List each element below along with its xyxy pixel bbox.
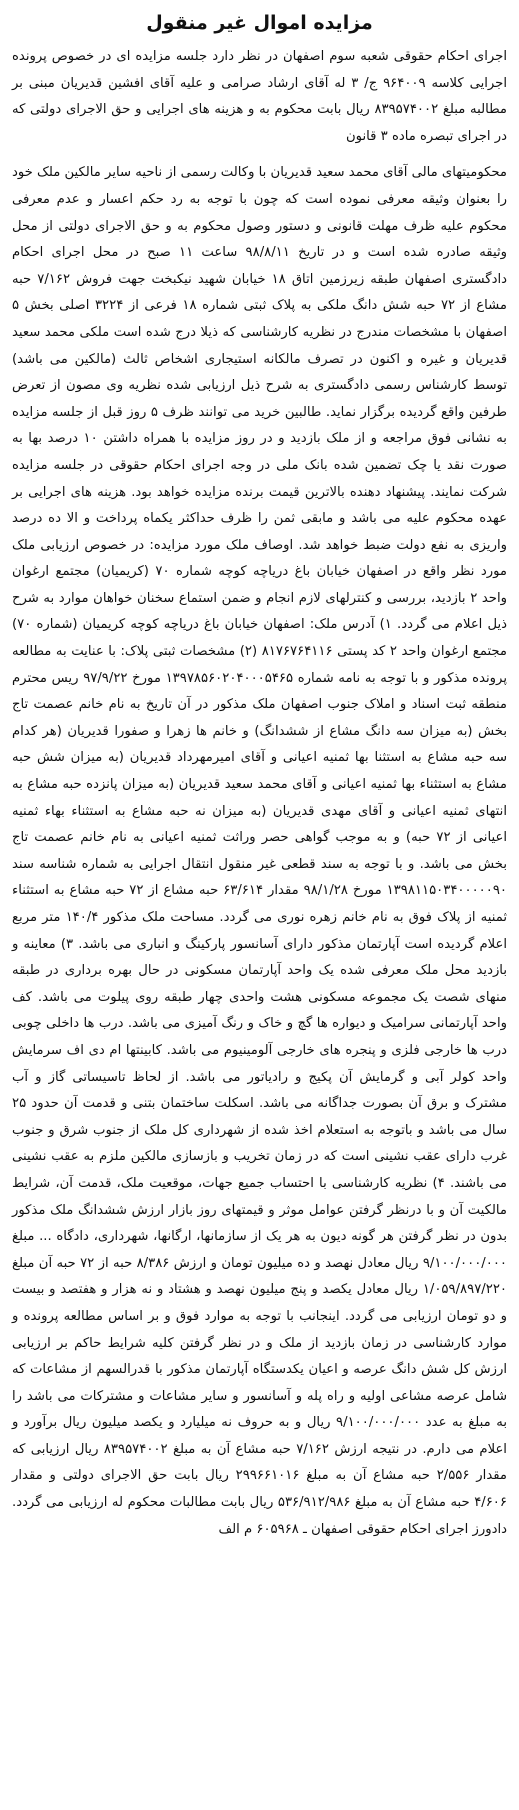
- notice-body-paragraph: محکومیتهای مالی آقای محمد سعید قدیریان با وکالت رسمی از ناحیه سایر مالکین ملک خود را بعنوان وثیقه معرفی نموده است که چون با توجه به رد حکم اعسار و عدم معرفی محکوم علیه ظرف مهلت قانونی و دستور وصول محکوم به و حق الاجرای دولتی از محل وثیقه صادره شده است و در تاریخ ۹۸/۸/۱۱ ساعت ۱۱ صبح در محل اجرای احکام دادگستری اصفهان طبقه زیرزمین اتاق ۱۸ خیابان شهید نیکبخت جهت فروش ۷/۱۶۲ حبه مشاع از ۷۲ حبه شش دانگ ملکی به پلاک ثبتی شماره ۱۸ فرعی از ۳۲۲۴ اصلی بخش ۵ اصفهان با مشخصات مندرج در نظریه کارشناسی که ذیلا درج شده است ملکی محمد سعید قدیریان و غیره و اکنون در تصرف مالکانه استیجاری اشخاص ثالث (مالکین می باشد) توسط کارشناس رسمی دادگستری به شرح ذیل ارزیابی شده نظریه وی مصون از تعرض طرفین واقع گردیده برگزار نماید. طالبین خرید می توانند ظرف ۵ روز قبل از جلسه مزایده به نشانی فوق مراجعه و از ملک بازدید و در روز مزایده با همراه داشتن ۱۰ درصد بها به صورت نقد یا چک تضمین شده بانک ملی در وجه اجرای احکام حقوقی در جلسه مزایده شرکت نمایند. پیشنهاد دهنده بالاترین قیمت برنده مزایده خواهد بود. هزینه های اجرایی بر عهده محکوم علیه می باشد و مابقی ثمن را ظرف حداکثر یکماه پرداخت و الا ده درصد واریزی به نفع دولت ضبط خواهد شد. اوصاف ملک مورد مزایده: در خصوص ارزیابی ملک مورد نظر واقع در اصفهان خیابان باغ دریاچه کوچه شماره ۷۰ (کریمیان) مجتمع ارغوان واحد ۲ بازدید، بررسی و کنترلهای لازم انجام و ضمن استماع سخنان خواهان موارد به شرح ذیل اعلام می گردد. ۱) آدرس ملک: اصفهان خیابان باغ دریاچه کوچه کریمیان (شماره ۷۰) مجتمع ارغوان واحد ۲ کد پستی ۸۱۷۶۷۶۴۱۱۶ (۲) مشخصات ثبتی پلاک: با عنایت به مطالعه پرونده مذکور و با توجه به نامه شماره ۱۳۹۷۸۵۶۰۲۰۴۰۰۰۵۴۶۵ مورخ ۹۷/۹/۲۲ ریس محترم منطقه ثبت اسناد و املاک جنوب اصفهان ملک مذکور در آن تاریخ به نام خانم عصمت تاج بخش (به میزان سه دانگ مشاع از ششدانگ) و خانم ها زهرا و صفورا قدیریان (هر کدام سه حبه مشاع به استثنا بها ثمنیه اعیانی و آقای امیرمهرداد قدیریان (به میزان شش حبه مشاع به استثناء بها ثمنیه اعیانی و آقای محمد سعید قدیریان (به میزان پانزده حبه مشاع به انتهای ثمنیه اعیانی و آقای مهدی قدیریان (به میزان نه حبه مشاع به استثناء بهاء ثمنیه اعیانی از ۷۲ حبه) و به موجب گواهی حصر وراثت ثمنیه اعیانی به نام خانم عصمت تاج بخش می باشد. و با توجه به سند قطعی غیر منقول انتقال اجرایی به شماره شناسه سند ۱۳۹۸۱۱۵۰۳۴۰۰۰۰۰۹۰ مورخ ۹۸/۱/۲۸ مقدار ۶۳/۶۱۴ حبه مشاع از ۷۲ حبه مشاع به استثناء ثمنیه از پلاک فوق به نام خانم زهره نوری می گردد. مساحت ملک مذکور ۱۴۰/۴ متر مربع اعلام گردیده است آپارتمان مذکور دارای آسانسور پارکینگ و انباری می باشد. ۳) معاینه و بازدید محل ملک معرفی شده یک واحد آپارتمان مسکونی در حال بهره برداری در طبقه منهای شصت یک مجموعه مسکونی هشت واحدی چهار طبقه روی پیلوت می باشد. کف واحد آپارتمانی سرامیک و دیواره ها گچ و خاک و رنگ آمیزی می باشد. درب ها داخلی چوبی درب ها خارجی فلزی و پنجره های خارجی آلومینیوم می باشد. کابینتها ام دی اف سرمایش واحد کولر آبی و گرمایش آن پکیج و رادیاتور می باشد. از لحاظ تاسیساتی گاز و آب مشترک و برق آن بصورت جداگانه می باشد. اسکلت ساختمان بتنی و قدمت آن حدود ۲۵ سال می باشد و باتوجه به استعلام اخذ شده از شهرداری کل ملک از جنوب شرق و جنوب غرب دارای عقب نشینی است که در زمان تخریب و بازسازی مالکین ملزم به عقب نشینی می باشند. ۴) نظریه کارشناسی با احتساب جمیع جهات، موقعیت ملک، قدمت آن، شرایط مالکیت آن و با درنظر گرفتن عوامل موثر و قیمتهای روز بازار ارزش ششدانگ ملک مذکور بدون در نظر گرفتن هر گونه دیون به هر یک از سازمانها، ارگانها، شهرداری، دادگاه ... مبلغ ۹/۱۰۰/۰۰۰/۰۰۰ ریال معادل نهصد و ده میلیون تومان و ارزش ۸/۳۸۶ حبه از ۷۲ حبه آن مبلغ ۱/۰۵۹/۸۹۷/۲۲۰ ریال معادل یکصد و پنج میلیون نهصد و هشتاد و نه هزار و هفتصد و بیست و دو تومان ارزیابی می گردد. اینجانب با توجه به موارد فوق و بر اساس مطالعه پرونده و موارد کارشناسی در زمان بازدید از ملک و در نظر گرفتن کلیه شرایط حاکم بر ارزیابی ارزش کل شش دانگ عرصه و اعیان یکدستگاه آپارتمان مذکور با قدرالسهم از مشاعات که شامل عرصه مشاعی اولیه و راه پله و آسانسور و سایر مشاعات و مشترکات می باشد را به مبلغ به عدد ۹/۱۰۰/۰۰۰/۰۰۰ ریال و به حروف نه میلیارد و یکصد میلیون ریال برآورد و اعلام می دارم. در نتیجه ارزش ۷/۱۶۲ حبه مشاع آن به مبلغ ۸۳۹۵۷۴۰۰۲ ریال ارزیابی که مقدار ۲/۵۵۶ حبه مشاع آن به مبلغ ۲۹۹۶۶۱۰۱۶ ریال بابت حق الاجرای دولتی و مقدار ۴/۶۰۶ حبه مشاع آن به مبلغ ۵۳۶/۹۱۲/۹۸۶ ریال بابت مطالبات محکوم له ارزیابی می گردد. دادورز اجرای احکام حقوقی اصفهان ـ ۶۰۵۹۶۸ م الف: [12, 165, 508, 1537]
- notice-intro-paragraph: اجرای احکام حقوقی شعبه سوم اصفهان در نظر دارد جلسه مزایده ای در خصوص پرونده اجرایی کلاسه ۹۶۴۰۰۹ ج/ ۳ له آقای ارشاد صرامی و علیه آقای افشین قدیریان مبنی بر مطالبه مبلغ ۸۳۹۵۷۴۰۰۲ ریال بابت محکوم به و هزینه های اجرایی و حق الاجرای دولتی که در اجرای تبصره ماده ۳ قانون: [12, 49, 507, 144]
- notice-title: مزایده اموال غیر منقول: [146, 12, 373, 34]
